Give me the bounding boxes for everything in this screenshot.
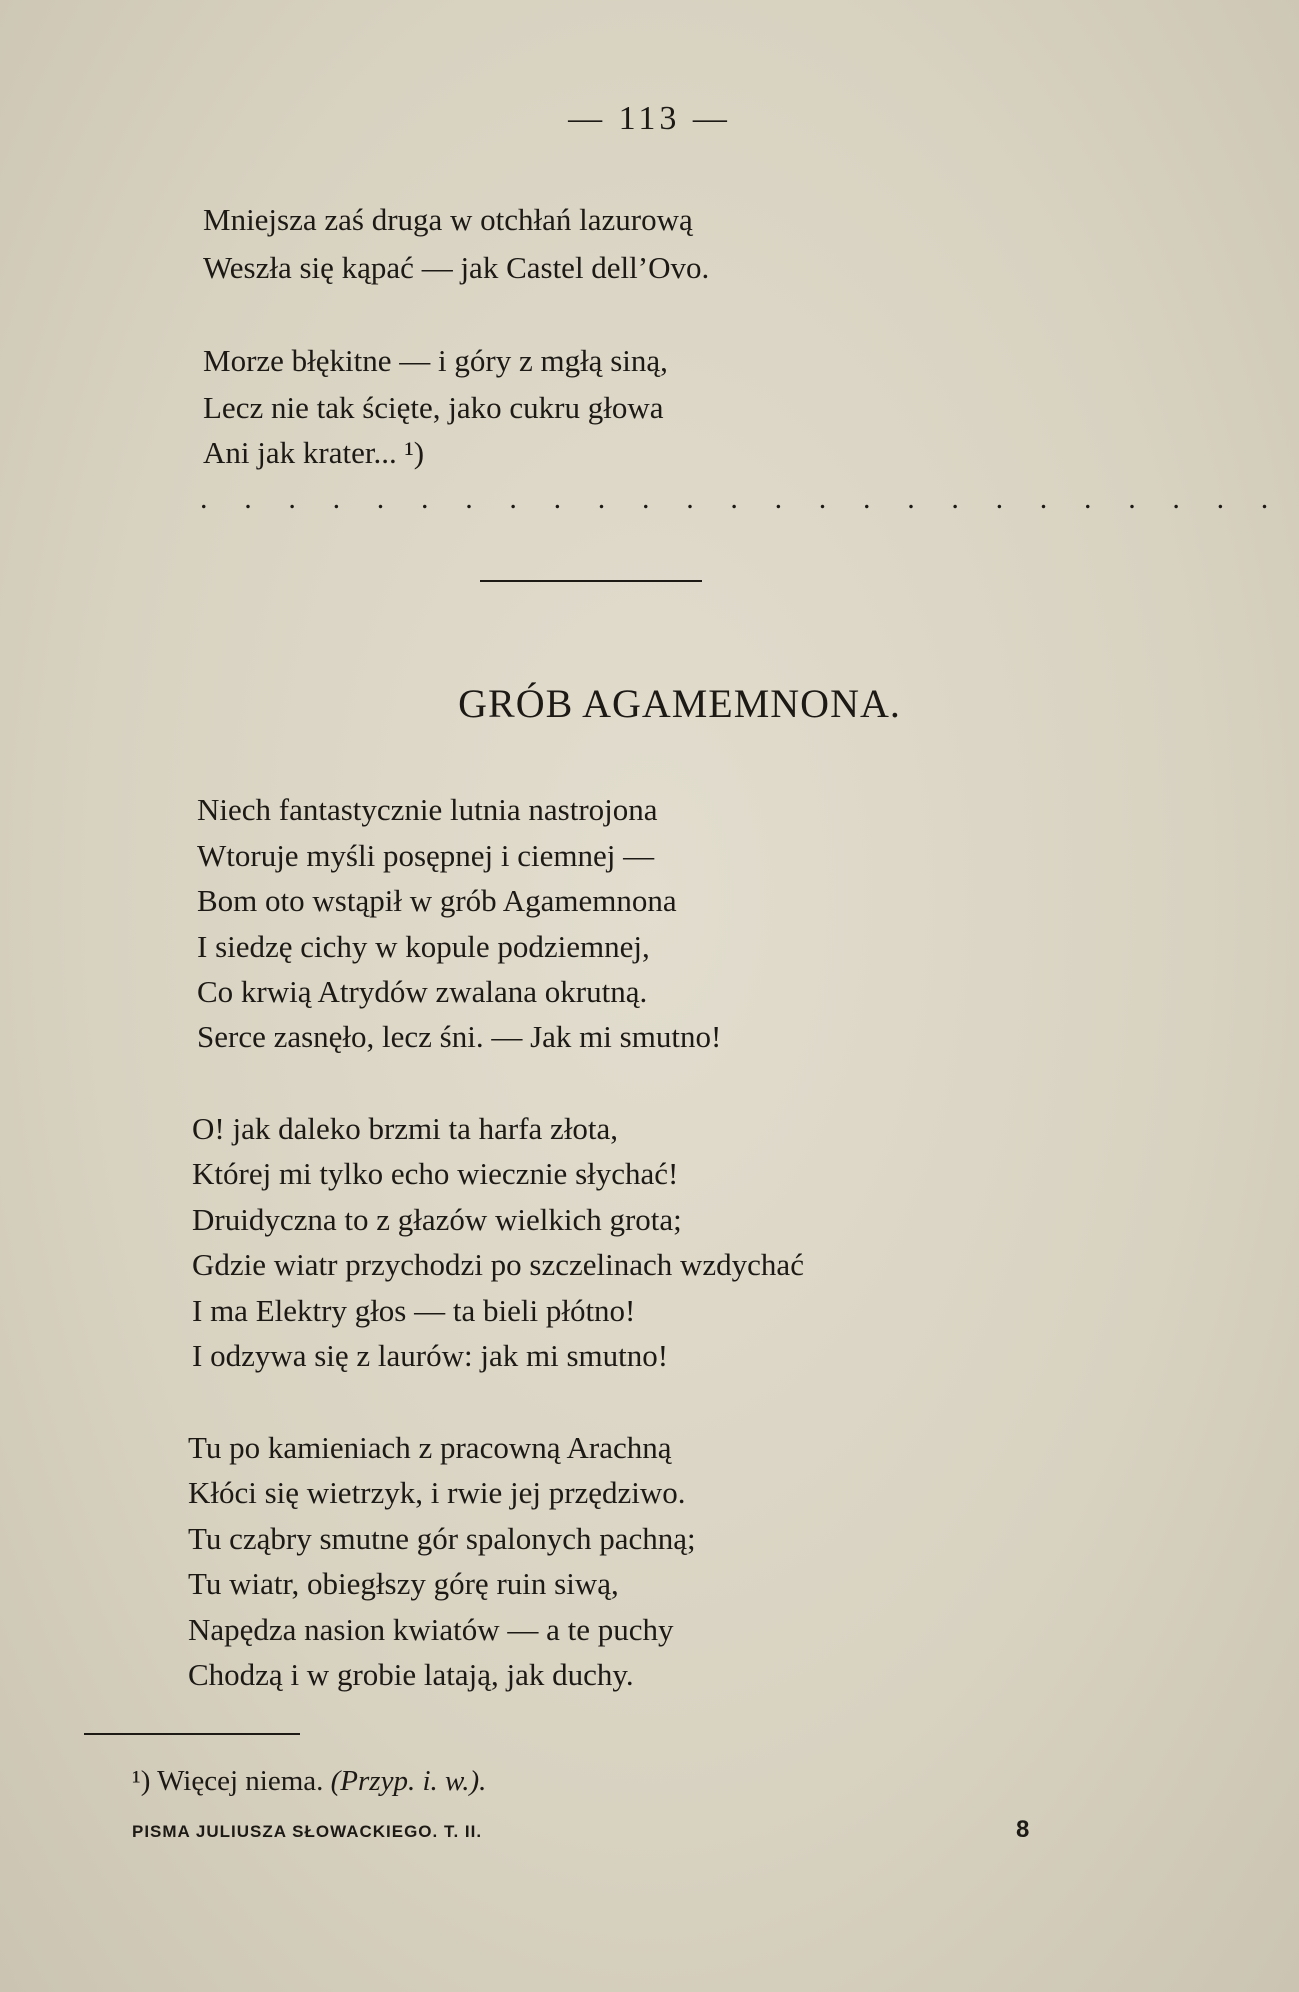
verse-line: Morze błękitne — i góry z mgłą siną, xyxy=(203,343,668,378)
printer-signature: PISMA JULIUSZA SŁOWACKIEGO. T. II. xyxy=(132,1822,483,1841)
verse-line: Chodzą i w grobie latają, jak duchy. xyxy=(188,1657,634,1692)
verse-line: Mniejsza zaś druga w otchłań lazurową xyxy=(203,202,693,237)
page-number: — 113 — xyxy=(568,100,731,137)
verse-line: Której mi tylko echo wiecznie słychać! xyxy=(192,1156,679,1191)
footnote-editor-note: (Przyp. i. w.). xyxy=(330,1765,487,1797)
footnote-marker: ¹) xyxy=(132,1765,151,1797)
poem-title: GRÓB AGAMEMNONA. xyxy=(458,681,901,726)
verse-line: Wtoruje myśli posępnej i ciemnej — xyxy=(197,838,655,873)
verse-line: Co krwią Atrydów zwalana okrutną. xyxy=(197,974,648,1009)
footnote-text: Więcej niema. xyxy=(157,1765,324,1797)
footnote xyxy=(132,1765,486,1798)
footnote-divider xyxy=(84,1733,300,1735)
verse-line: I ma Elektry głos — ta bieli płótno! xyxy=(192,1293,636,1328)
verse-line: I siedzę cichy w kopule podziemnej, xyxy=(197,929,650,964)
verse-line: Napędza nasion kwiatów — a te puchy xyxy=(188,1612,674,1647)
verse-line: Bom oto wstąpił w grób Agamemnona xyxy=(197,883,677,918)
verse-line: Lecz nie tak ścięte, jako cukru głowa xyxy=(203,390,664,425)
verse-line: I odzywa się z laurów: jak mi smutno! xyxy=(192,1338,669,1373)
section-divider xyxy=(480,580,702,582)
verse-line: Kłóci się wietrzyk, i rwie jej przędziwo. xyxy=(188,1475,686,1510)
verse-line: Druidyczna to z głazów wielkich grota; xyxy=(192,1202,682,1237)
verse-line: Tu po kamieniach z pracowną Arachną xyxy=(188,1430,672,1465)
sheet-number: 8 xyxy=(1016,1816,1030,1843)
ellipsis-row: . . . . . . . . . . . . . . . . . . . . . . . . . xyxy=(200,482,1283,515)
verse-line: Serce zasnęło, lecz śni. — Jak mi smutno! xyxy=(197,1019,722,1054)
verse-line: Weszła się kąpać — jak Castel dell’Ovo. xyxy=(203,250,710,285)
verse-line: O! jak daleko brzmi ta harfa złota, xyxy=(192,1111,619,1146)
verse-line: Tu cząbry smutne gór spalonych pachną; xyxy=(188,1521,696,1556)
verse-line: Ani jak krater... ¹) xyxy=(203,435,425,470)
verse-line: Gdzie wiatr przychodzi po szczelinach wzdychać xyxy=(192,1247,804,1282)
verse-line: Tu wiatr, obiegłszy górę ruin siwą, xyxy=(188,1566,619,1601)
verse-line: Niech fantastycznie lutnia nastrojona xyxy=(197,792,658,827)
